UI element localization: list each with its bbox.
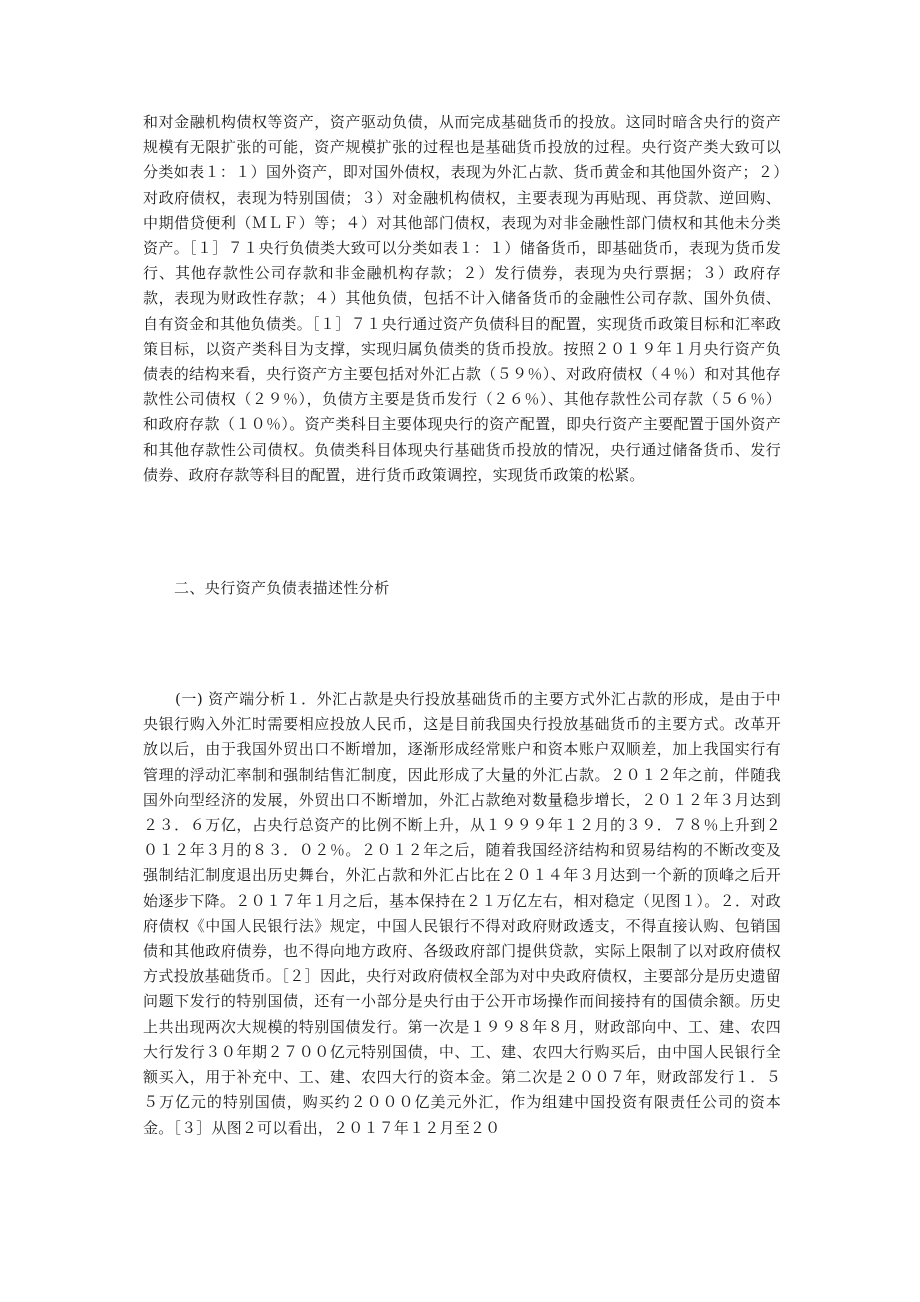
body-paragraph-2: (一) 资产端分析１．外汇占款是央行投放基础货币的主要方式外汇占款的形成，是由于中央银行购入外汇时需要相应投放人民币，这是目前我国央行投放基础货币的主要方式。改革开放以后，由于我国外贸出口不断增加，逐渐形成经常账户和资本账户双顺差，加上我国实行有管理的浮动汇率制和强制结售汇制度，因此形成了大量的外汇占款。２０１２年之前，伴随我国外向型经济的发展，外贸出口不断增加，外汇占款绝对数量稳步增长，２０１２年３月达到２３．６万亿，占央行总资产的比例不断上升，从１９９９年１２月的３９．７８％上升到２０１２年３月的８３．０２％。２０１２年之后，随着我国经济结构和贸易结构的不断改变及强制结汇制度退出历史舞台，外汇占款和外汇占比在２０１４年３月达到一个新的顶峰之后开始逐步下降。２０１７年１月之后，基本保持在２１万亿左右，相对稳定（见图１）。２．对政府债权《中国人民银行法》规定，中国人民银行不得对政府财政透支，不得直接认购、包销国债和其他政府债券，也不得向地方政府、各级政府部门提供贷款，实际上限制了以对政府债权方式投放基础货币。［２］因此，央行对政府债权全部为对中央政府债权，主要部分是历史遗留问题下发行的特别国债，还有一小部分是央行由于公开市场操作而间接持有的国债余额。历史上共出现两次大规模的特别国债发行。第一次是１９９８年８月，财政部向中、工、建、农四大行发行３０年期２７００亿元特别国债，中、工、建、农四大行购买后，由中国人民银行全额买入，用于补充中、工、建、农四大行的资本金。第二次是２００７年，财政部发行１．５５万亿元的特别国债，购买约２０００亿美元外汇，作为组建中国投资有限责任公司的资本金。［３］从图２可以看出，２０１７年１２月至２０ bbox=[143, 690, 781, 1137]
paragraph-spacer bbox=[143, 488, 781, 576]
document-page bbox=[143, 110, 781, 1141]
section-heading: 二、央行资产负债表描述性分析 bbox=[174, 579, 390, 598]
paragraph-spacer bbox=[143, 601, 781, 687]
body-paragraph-1: 和对金融机构债权等资产，资产驱动负债，从而完成基础货币的投放。这同时暗含央行的资产规模有无限扩张的可能，资产规模扩张的过程也是基础货币投放的过程。央行资产类大致可以分类如表１：１）国外资产，即对国外债权，表现为外汇占款、货币黄金和其他国外资产；２）对政府债权，表现为特别国债；３）对金融机构债权，主要表现为再贴现、再贷款、逆回购、中期借贷便利（ＭＬＦ）等；４）对其他部门债权，表现为对非金融性部门债权和其他未分类资产。［１］７１央行负债类大致可以分类如表１：１）储备货币，即基础货币，表现为货币发行、其他存款性公司存款和非金融机构存款；２）发行债券，表现为央行票据；３）政府存款，表现为财政性存款；４）其他负债，包括不计入储备货币的金融性公司存款、国外负债、自有资金和其他负债类。［１］７１央行通过资产负债科目的配置，实现货币政策目标和汇率政策目标，以资产类科目为支撑，实现归属负债类的货币投放。按照２０１９年１月央行资产负债表的结构来看，央行资产方主要包括对外汇占款（５９％）、对政府债权（４％）和对其他存款性公司债权（２９％），负债方主要是货币发行（２６％）、其他存款性公司存款（５６％）和政府存款（１０％）。资产类科目主要体现央行的资产配置，即央行资产主要配置于国外资产和其他存款性公司债权。负债类科目体现央行基础货币投放的情况，央行通过储备货币、发行债券、政府存款等科目的配置，进行货币政策调控，实现货币政策的松紧。 bbox=[143, 113, 781, 484]
